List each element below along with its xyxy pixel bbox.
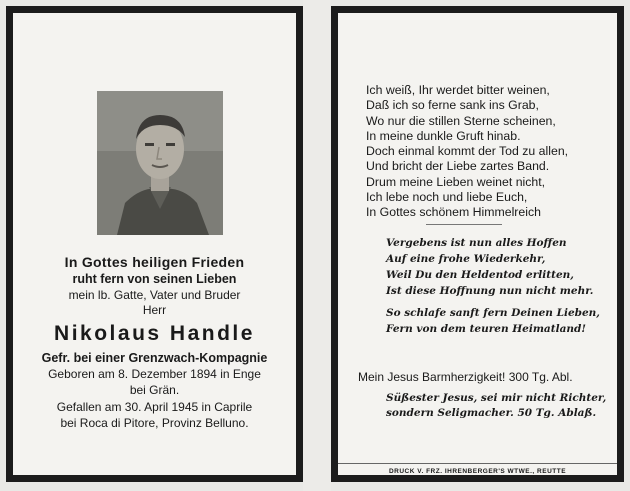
prayer-line-1: Süßester Jesus, sei mir nicht Richter, [386, 392, 607, 404]
poem-line: In meine dunkle Gruft hinab. [366, 128, 521, 143]
poem [366, 83, 616, 221]
card-separator [303, 0, 331, 491]
divider-line [426, 224, 502, 225]
fallen-line-1: Gefallen am 30. April 1945 in Caprile [56, 400, 253, 414]
verse-line: Vergebens ist nun alles Hoffen [386, 237, 567, 249]
footer-rule [338, 463, 617, 464]
card-back-face [338, 13, 617, 475]
fallen-line-2: bei Roca di Pitore, Provinz Belluno. [60, 415, 249, 430]
memorial-card-front [6, 6, 303, 482]
poem-line: Doch einmal kommt der Tod zu allen, [366, 144, 569, 159]
prayer-line: Mein Jesus Barmherzigkeit! 300 Tg. Abl. [358, 370, 573, 384]
verse-line: So schlafe sanft fern Deinen Lieben, [386, 307, 600, 319]
born-line-2: bei Grän. [129, 382, 180, 397]
deceased-name: Nikolaus Handle [54, 322, 255, 345]
verse-line: Auf eine frohe Wiederkehr, [386, 253, 546, 265]
heading: In Gottes heiligen Frieden [64, 254, 245, 270]
card-front-face [13, 13, 296, 475]
rank-line: Gefr. bei einer Grenzwach-Kompagnie [41, 351, 268, 365]
memorial-card-back [331, 6, 624, 482]
portrait-photo [97, 91, 223, 235]
portrait-image [97, 91, 223, 235]
verse-line: Weil Du den Heldentod erlitten, [386, 269, 574, 281]
relation-line: mein lb. Gatte, Vater und Bruder [68, 288, 241, 302]
obituary-text [13, 253, 296, 431]
poem-line: Ich weiß, Ihr werdet bitter weinen, [366, 83, 550, 97]
verse-block [386, 235, 606, 337]
born-line-1: Geboren am 8. Dezember 1894 in Enge [48, 367, 261, 381]
verse-line: Fern von dem teuren Heimatland! [386, 323, 586, 335]
poem-line: Drum meine Lieben weinet nicht, [366, 174, 546, 189]
poem-line: Wo nur die stillen Sterne scheinen, [366, 113, 556, 128]
printer-imprint: DRUCK V. FRZ. IHRENBERGER'S WTWE., REUTTE [388, 468, 567, 475]
poem-line: Und bricht der Liebe zartes Band. [366, 159, 550, 174]
subheading: ruht fern von seinen Lieben [72, 272, 237, 286]
prayer-block [386, 391, 616, 421]
poem-line: Ich lebe noch und liebe Euch, [366, 190, 528, 205]
poem-line: Daß ich so ferne sank ins Grab, [366, 98, 539, 113]
prayer-line-2: sondern Seligmacher. 50 Tg. Ablaß. [386, 407, 597, 419]
verse-line: Ist diese Hoffnung nun nicht mehr. [386, 285, 594, 297]
poem-line: In Gottes schönem Himmelreich [366, 205, 541, 220]
title-line: Herr [142, 303, 167, 317]
